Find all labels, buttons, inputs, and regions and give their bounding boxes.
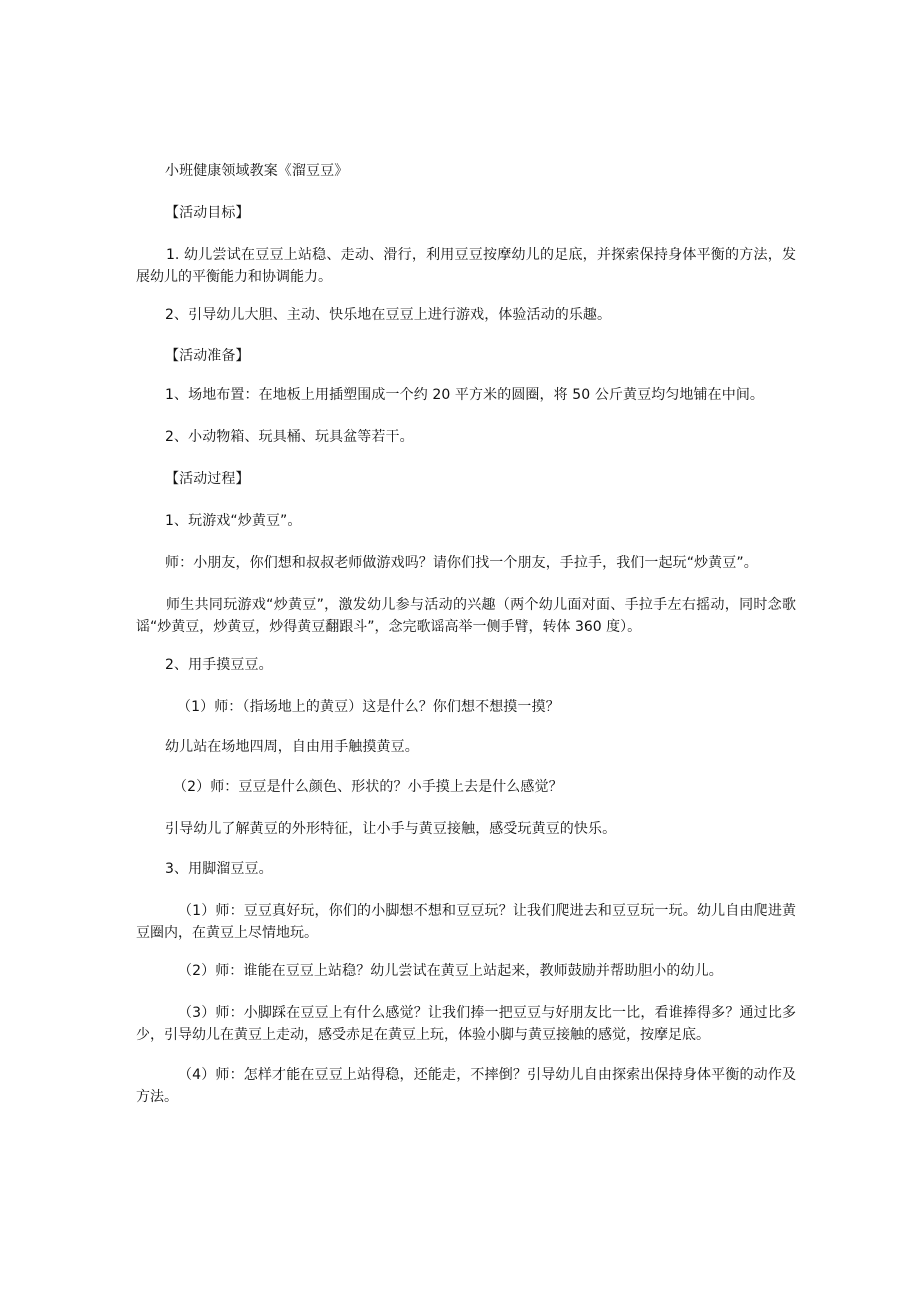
prep-item-1: 1、场地布置：在地板上用插塑围成一个约 20 平方米的圆圈，将 50 公斤黄豆均匀地铺在中间。 — [165, 387, 765, 403]
goal-item-1: 1. 幼儿尝试在豆豆上站稳、走动、滑行，利用豆豆按摩幼儿的足底，并探索保持身体平衡的方法，发展幼儿的平衡能力和协调能力。 — [136, 247, 796, 285]
step-1-paragraph-2: 师生共同玩游戏“炒黄豆”，激发幼儿参与活动的兴趣（两个幼儿面对面、手拉手左右摇动，同时念歌谣“炒黄豆，炒黄豆，炒得黄豆翻跟斗”，念完歌谣高举一侧手臂，转体 360 度）。 — [136, 597, 796, 635]
step-2-answer-1: 幼儿站在场地四周，自由用手触摸黄豆。 — [165, 739, 419, 755]
step-2-answer-2: 引导幼儿了解黄豆的外形特征，让小手与黄豆接触，感受玩黄豆的快乐。 — [165, 821, 617, 837]
step-2-question-1: （1）师：（指场地上的黄豆）这是什么？你们想不想摸一摸？ — [177, 699, 560, 715]
step-3-paragraph-1: （1）师：豆豆真好玩，你们的小脚想不想和豆豆玩？让我们爬进去和豆豆玩一玩。幼儿自由爬进黄豆圈内，在黄豆上尽情地玩。 — [136, 903, 796, 941]
step-1-paragraph-1: 师：小朋友，你们想和叔叔老师做游戏吗？请你们找一个朋友，手拉手，我们一起玩“炒黄豆”。 — [165, 555, 758, 571]
heading-process: 【活动过程】 — [165, 471, 250, 487]
heading-goals: 【活动目标】 — [165, 205, 250, 221]
step-3-paragraph-3: （3）师：小脚踩在豆豆上有什么感觉？让我们捧一把豆豆与好朋友比一比，看谁捧得多？通过比多少，引导幼儿在黄豆上走动，感受赤足在黄豆上玩，体验小脚与黄豆接触的感觉，按摩足底。 — [136, 1005, 796, 1043]
goal-item-2: 2、引导幼儿大胆、主动、快乐地在豆豆上进行游戏，体验活动的乐趣。 — [165, 307, 612, 323]
step-2-title: 2、用手摸豆豆。 — [165, 657, 273, 673]
heading-preparation: 【活动准备】 — [165, 348, 250, 364]
step-3-title: 3、用脚溜豆豆。 — [165, 861, 273, 877]
step-3-paragraph-4: （4）师：怎样才能在豆豆上站得稳，还能走，不摔倒？引导幼儿自由探索出保持身体平衡的动作及方法。 — [136, 1067, 796, 1105]
step-2-question-2: （2）师：豆豆是什么颜色、形状的？小手摸上去是什么感觉？ — [173, 779, 563, 795]
step-3-paragraph-2: （2）师：谁能在豆豆上站稳？幼儿尝试在黄豆上站起来，教师鼓励并帮助胆小的幼儿。 — [178, 963, 723, 979]
prep-item-2: 2、小动物箱、玩具桶、玩具盆等若干。 — [165, 429, 414, 445]
document-title: 小班健康领域教案《溜豆豆》 — [165, 163, 349, 179]
step-1-title: 1、玩游戏“炒黄豆”。 — [165, 513, 302, 529]
